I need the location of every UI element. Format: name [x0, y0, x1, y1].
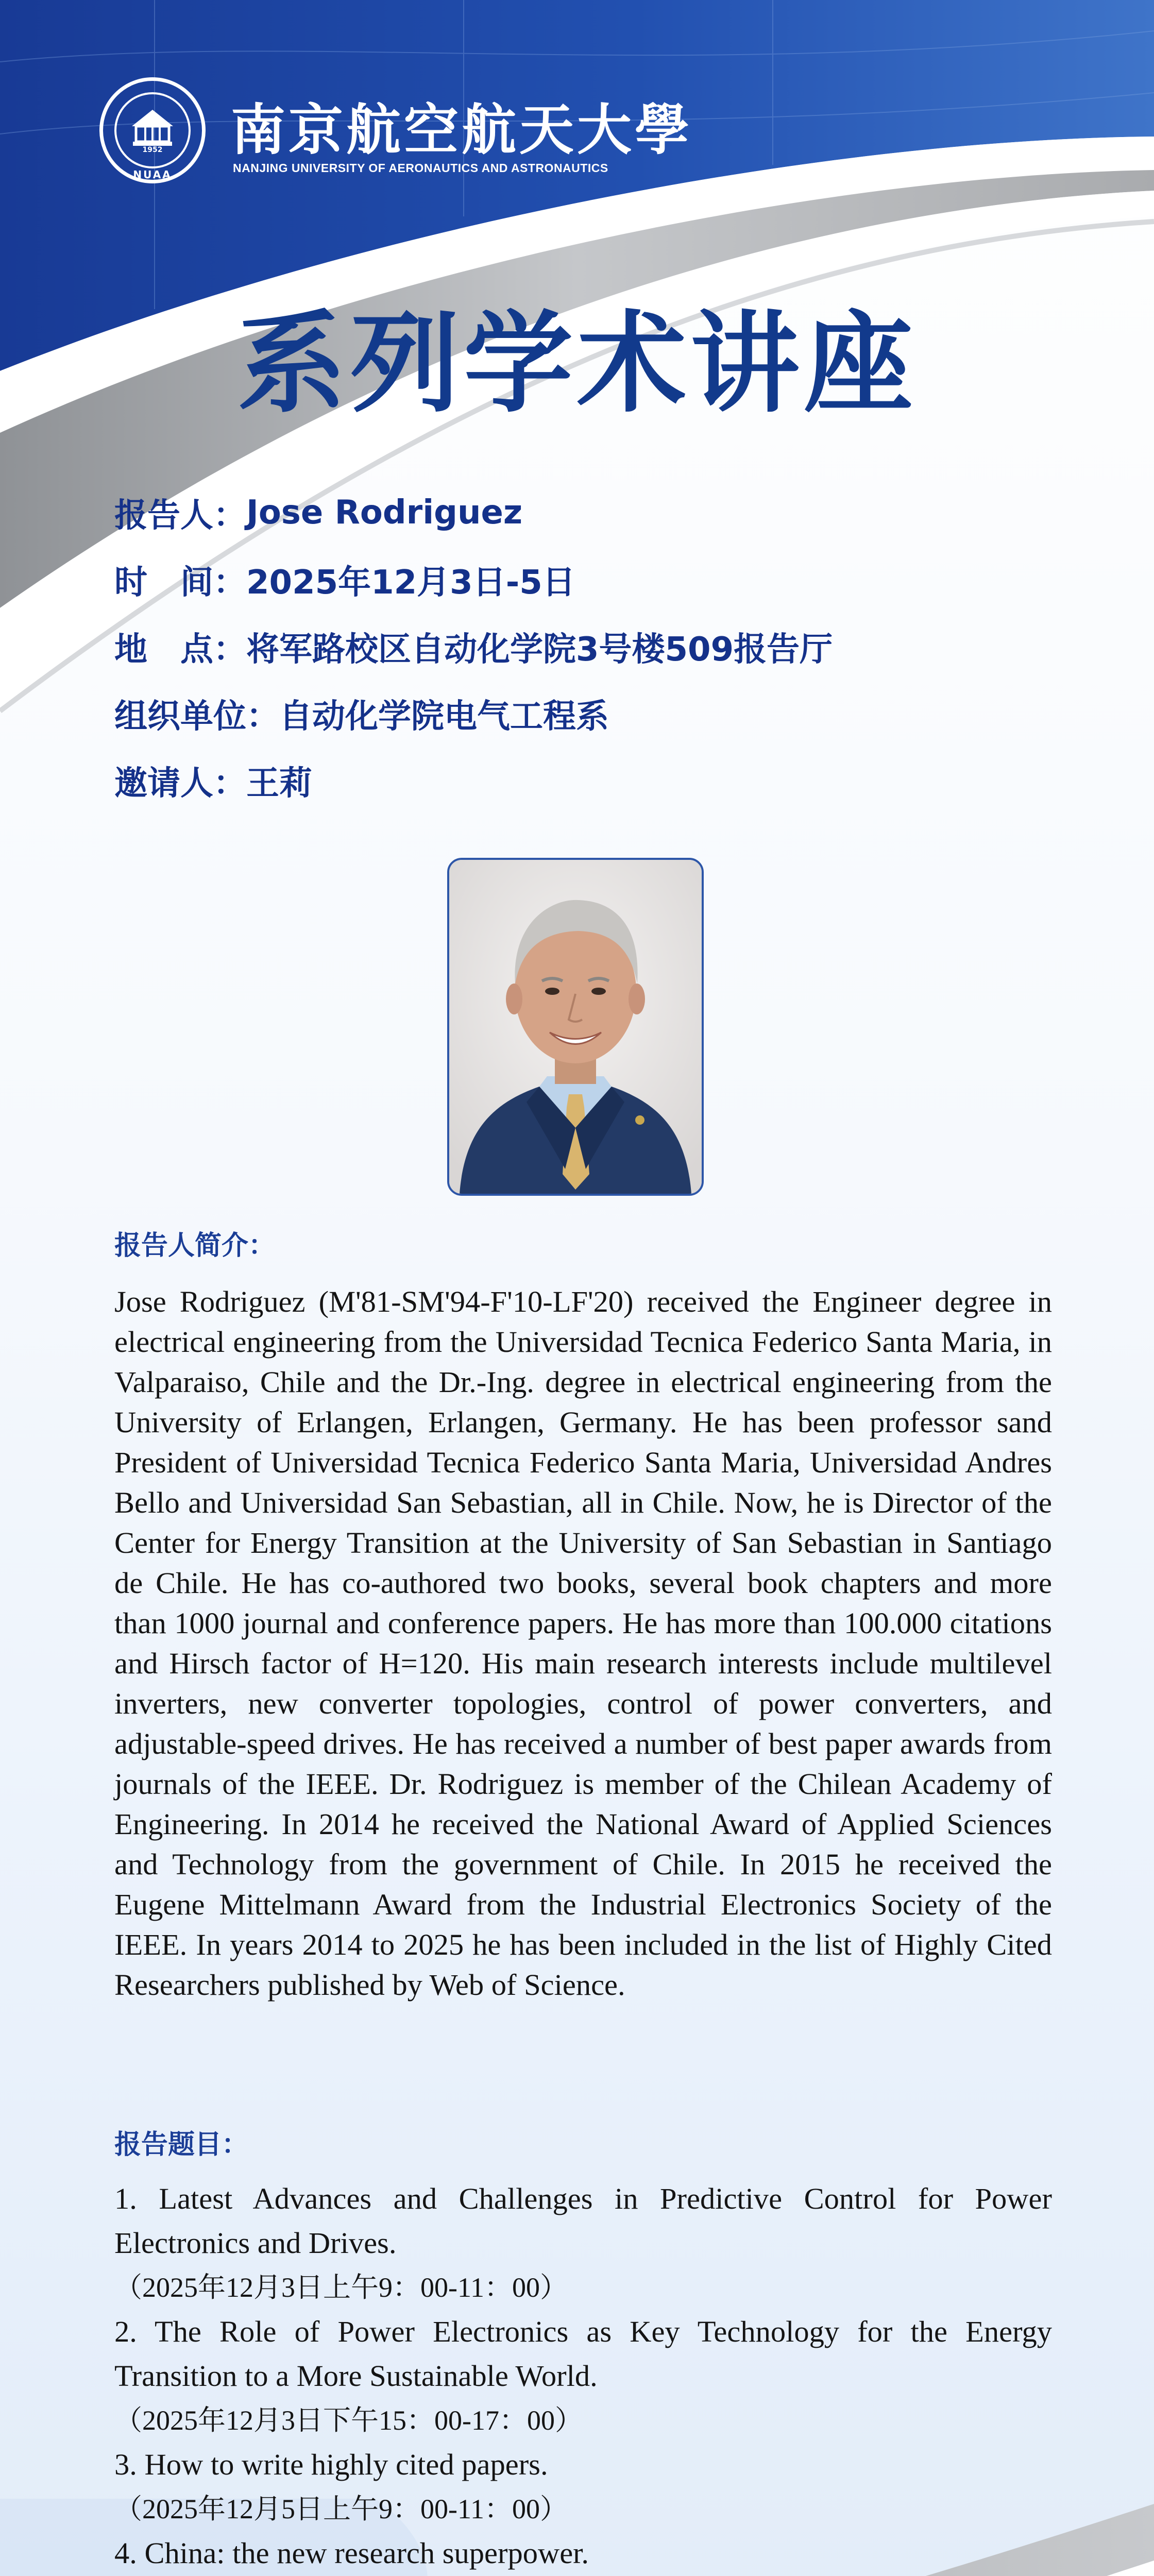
speaker-portrait-image: [449, 860, 702, 1194]
talk-title: 4. China: the new research superpower.: [114, 2536, 589, 2570]
university-name-chinese: 南京航空航天大學: [231, 97, 692, 162]
topics-heading: 报告题目：: [114, 2129, 249, 2160]
university-name-english: NANJING UNIVERSITY OF AERONAUTICS AND ASTRONAUTICS: [233, 161, 608, 175]
talk-list: [114, 2177, 1052, 2576]
seal-nuaa-text: NUAA: [133, 168, 172, 181]
info-row-location: [114, 613, 833, 680]
info-label: 报告人：: [114, 497, 246, 535]
talk-time: （2025年12月5日上午9：00-11：00）: [114, 2494, 568, 2524]
info-row-organizer: [114, 680, 833, 747]
lecture-info: [114, 479, 833, 814]
info-row-speaker: [114, 479, 833, 546]
university-seal-logo: [99, 77, 206, 183]
talk-item: [114, 2177, 1052, 2310]
talk-title: 1. Latest Advances and Challenges in Predictive Control for Power Electronics and Drives.: [114, 2182, 1052, 2260]
building-icon: [116, 94, 189, 166]
speaker-photo: [447, 858, 704, 1196]
talk-title: 2. The Role of Power Electronics as Key Technology for the Energy Transition to a More Sustainable World.: [114, 2315, 1052, 2393]
talk-time: （2025年12月3日下午15：00-17：00）: [114, 2405, 583, 2436]
bio-heading: 报告人简介：: [114, 1230, 276, 1261]
info-row-time: [114, 546, 833, 613]
info-row-inviter: [114, 747, 833, 814]
page-title: 系列学术讲座: [237, 300, 917, 427]
info-label: 组织单位：: [114, 698, 279, 736]
info-value: 王莉: [246, 765, 312, 803]
talk-item: [114, 2531, 1052, 2576]
info-label: 邀请人：: [114, 765, 246, 803]
info-value: 2025年12月3日-5日: [246, 564, 575, 602]
info-label: 时 间：: [114, 564, 246, 602]
info-value: 自动化学院电气工程系: [279, 698, 609, 736]
talk-item: [114, 2443, 1052, 2531]
info-label: 地 点：: [114, 631, 246, 669]
talk-item: [114, 2310, 1052, 2443]
speaker-biography: Jose Rodriguez (M'81-SM'94-F'10-LF'20) received the Engineer degree in electrical engineering from the Universidad Tecnica Federico Santa Maria, in Valparaiso, Chile and the Dr.-Ing. degree in electrical engineering from the University of Erlangen, Erlangen, Germany. He has been professor sand President of Universidad Tecnica Federico Santa Maria, Universidad Andres Bello and Universidad San Sebastian, all in Chile. Now, he is Director of the Center for Energy Transition at the University of San Sebastian in Santiago de Chile. He has co-authored two books, several book chapters and more than 1000 journal and conference papers. He has more than 100.000 citations and Hirsch factor of H=120. His main research interests include multilevel inverters, new converter topologies, control of power converters, and adjustable-speed drives. He has received a number of best paper awards from journals of the IEEE. Dr. Rodriguez is member of the Chilean Academy of Engineering. In 2014 he received the National Award of Applied Sciences and Technology from the government of Chile. In 2015 he received the Eugene Mittelmann Award from the Industrial Electronics Society of the IEEE. In years 2014 to 2025 he has been included in the list of Highly Cited Researchers published by Web of Science.: [114, 1285, 1052, 2002]
info-value: 将军路校区自动化学院3号楼509报告厅: [246, 631, 833, 669]
talk-title: 3. How to write highly cited papers.: [114, 2448, 548, 2481]
seal-inner-ring: [114, 92, 191, 168]
seal-year: 1952: [142, 146, 163, 154]
info-value: Jose Rodriguez: [246, 494, 523, 532]
talk-time: （2025年12月3日上午9：00-11：00）: [114, 2272, 568, 2303]
